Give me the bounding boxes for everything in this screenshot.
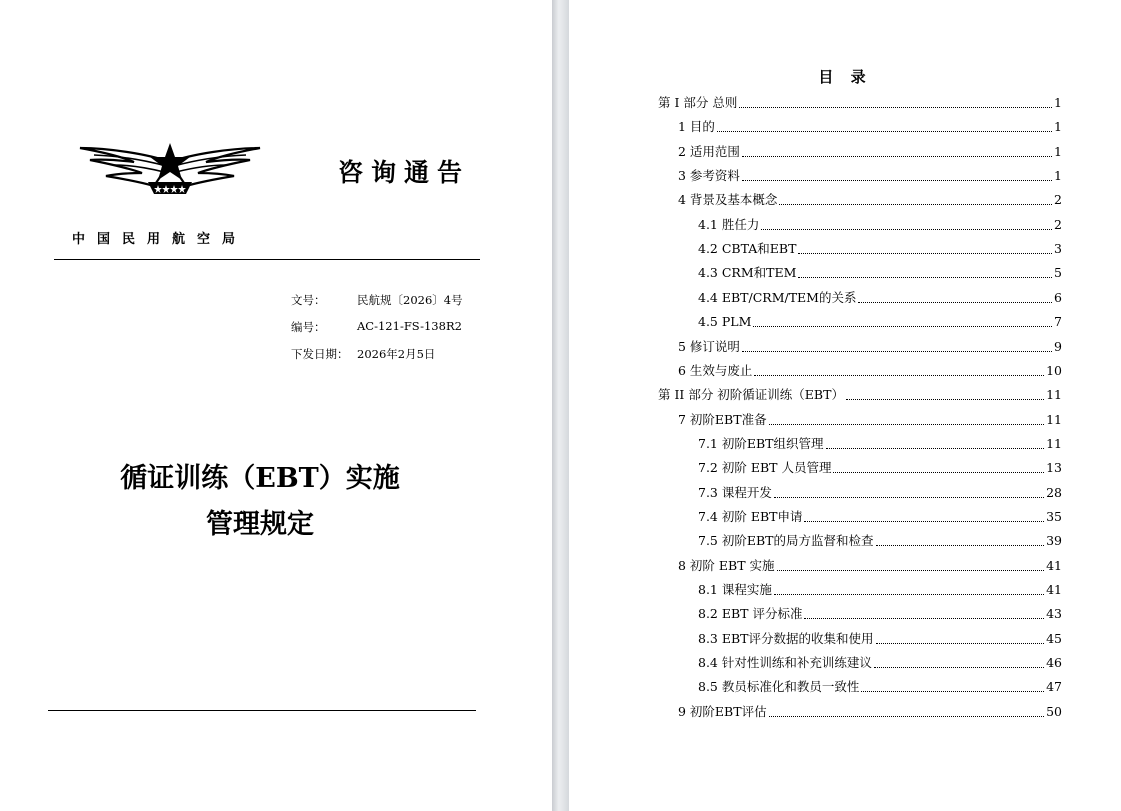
toc-entry-page-number: 43 <box>1046 606 1062 622</box>
toc-entry-title: 2 适用范围 <box>678 143 740 159</box>
toc-entry-page-number: 1 <box>1054 95 1062 110</box>
toc-dot-leader <box>742 156 1052 157</box>
document-title-line1: 循证训练（EBT）实施 <box>120 463 400 494</box>
header-divider <box>54 259 480 260</box>
toc-entry-title: 8.3 EBT评分数据的收集和使用 <box>698 630 874 646</box>
toc-entry-page-number: 6 <box>1054 289 1062 305</box>
toc-dot-leader <box>774 594 1044 595</box>
toc-entry-title: 8.5 教员标准化和教员一致性 <box>698 679 860 695</box>
toc-entry[interactable] <box>698 531 1062 549</box>
toc-entry[interactable] <box>678 190 1062 208</box>
toc-entry[interactable] <box>658 385 1062 403</box>
toc-entry-title: 第 I 部分 总则 <box>658 95 738 110</box>
toc-entry-title: 9 初阶EBT评估 <box>678 703 767 719</box>
toc-entry[interactable] <box>698 215 1062 233</box>
meta-label: 文号： <box>291 293 326 307</box>
toc-entry-title: 7.1 初阶EBT组织管理 <box>698 435 824 451</box>
toc-entry-page-number: 2 <box>1054 216 1062 232</box>
toc-entry-page-number: 46 <box>1046 655 1062 671</box>
toc-dot-leader <box>742 351 1052 352</box>
toc-entry-page-number: 28 <box>1046 484 1062 500</box>
toc-entry-page-number: 1 <box>1054 168 1062 184</box>
toc-entry-page-number: 11 <box>1046 387 1062 403</box>
toc-entry-page-number: 5 <box>1054 265 1062 281</box>
toc-dot-leader <box>761 229 1052 230</box>
toc-entry[interactable] <box>698 653 1062 671</box>
toc-entry-title: 4 背景及基本概念 <box>678 192 778 208</box>
toc-dot-leader <box>874 667 1044 668</box>
toc-entry-title: 8.2 EBT 评分标准 <box>698 606 803 622</box>
toc-entry-page-number: 9 <box>1054 338 1062 354</box>
toc-heading: 目 录 <box>818 68 872 86</box>
toc-entry-title: 7.2 初阶 EBT 人员管理 <box>698 460 832 476</box>
document-title-line2: 管理规定 <box>206 509 314 540</box>
toc-dot-leader <box>858 302 1052 303</box>
toc-entry[interactable] <box>698 507 1062 525</box>
toc-entry-page-number: 45 <box>1046 630 1062 646</box>
toc-entry-page-number: 1 <box>1054 143 1062 159</box>
toc-entry[interactable] <box>698 483 1062 501</box>
toc-entry-title: 4.3 CRM和TEM <box>698 265 797 281</box>
toc-entry[interactable] <box>698 434 1062 452</box>
toc-entry[interactable] <box>678 702 1062 720</box>
toc-entry[interactable] <box>678 337 1062 355</box>
toc-entry[interactable] <box>698 580 1062 598</box>
toc-dot-leader <box>804 618 1044 619</box>
cover-page <box>0 0 552 811</box>
toc-page <box>569 0 1121 811</box>
toc-dot-leader <box>739 107 1052 108</box>
toc-entry-title: 6 生效与废止 <box>678 362 753 378</box>
toc-entry-title: 第 II 部分 初阶循证训练（EBT） <box>658 387 844 403</box>
toc-entry-title: 4.5 PLM <box>698 314 752 330</box>
meta-label: 编号： <box>291 320 326 334</box>
meta-value: 2026年2月5日 <box>357 347 436 361</box>
toc-entry-title: 8.4 针对性训练和补充训练建议 <box>698 655 872 671</box>
toc-entry[interactable] <box>678 410 1062 428</box>
toc-entry[interactable] <box>658 93 1062 111</box>
toc-entry[interactable] <box>698 263 1062 281</box>
toc-entry-title: 7.3 课程开发 <box>698 484 772 500</box>
toc-entry-page-number: 11 <box>1046 411 1062 427</box>
page-gutter <box>552 0 569 811</box>
toc-entry-page-number: 10 <box>1046 362 1062 378</box>
toc-dot-leader <box>779 204 1052 205</box>
toc-entry-title: 7 初阶EBT准备 <box>678 411 767 427</box>
toc-entry[interactable] <box>678 361 1062 379</box>
footer-divider <box>48 710 476 711</box>
toc-entry-page-number: 1 <box>1054 119 1062 135</box>
toc-entry[interactable] <box>678 142 1062 160</box>
toc-entry-page-number: 35 <box>1046 508 1062 524</box>
toc-entry-title: 4.2 CBTA和EBT <box>698 241 797 257</box>
toc-entry[interactable] <box>698 604 1062 622</box>
toc-entry-page-number: 2 <box>1054 192 1062 208</box>
toc-entry[interactable] <box>698 239 1062 257</box>
toc-dot-leader <box>717 131 1052 132</box>
toc-dot-leader <box>798 253 1052 254</box>
toc-dot-leader <box>804 521 1044 522</box>
toc-dot-leader <box>798 277 1052 278</box>
meta-label: 下发日期： <box>291 347 349 361</box>
toc-entry-page-number: 41 <box>1046 582 1062 597</box>
toc-entry-page-number: 11 <box>1046 435 1062 451</box>
toc-entry[interactable] <box>678 166 1062 184</box>
toc-entry-title: 8.1 课程实施 <box>698 582 772 597</box>
caac-wings-star-emblem-icon <box>78 140 262 198</box>
toc-entry[interactable] <box>698 458 1062 476</box>
toc-entry-page-number: 41 <box>1046 557 1062 573</box>
toc-entry-page-number: 3 <box>1054 241 1062 257</box>
toc-dot-leader <box>777 570 1045 571</box>
meta-value: AC-121-FS-138R2 <box>357 319 462 333</box>
toc-entry[interactable] <box>678 556 1062 574</box>
toc-dot-leader <box>769 424 1045 425</box>
toc-dot-leader <box>861 691 1044 692</box>
notice-type-title: 咨询通告 <box>338 158 471 187</box>
toc-entry[interactable] <box>698 312 1062 330</box>
toc-entry-page-number: 47 <box>1046 679 1062 695</box>
toc-dot-leader <box>826 448 1045 449</box>
toc-entry-page-number: 50 <box>1046 703 1062 719</box>
toc-dot-leader <box>876 643 1045 644</box>
toc-dot-leader <box>774 497 1044 498</box>
toc-entry-title: 3 参考资料 <box>678 168 740 184</box>
toc-entry-title: 4.1 胜任力 <box>698 216 760 232</box>
toc-entry-title: 8 初阶 EBT 实施 <box>678 557 775 573</box>
toc-entry-title: 1 目的 <box>678 119 715 135</box>
toc-entry[interactable] <box>678 117 1062 135</box>
toc-entry-title: 4.4 EBT/CRM/TEM的关系 <box>698 289 857 305</box>
toc-dot-leader <box>876 545 1045 546</box>
toc-dot-leader <box>742 180 1052 181</box>
toc-entry[interactable] <box>698 677 1062 695</box>
toc-dot-leader <box>769 716 1045 717</box>
meta-value: 民航规〔2026〕4号 <box>357 293 463 307</box>
toc-dot-leader <box>753 326 1052 327</box>
meta-serial-number <box>291 319 462 335</box>
issuer-name: 中国民用航空局 <box>72 232 248 247</box>
toc-entry-title: 5 修订说明 <box>678 338 740 354</box>
toc-dot-leader <box>754 375 1044 376</box>
toc-entry-page-number: 7 <box>1054 314 1062 330</box>
meta-issue-date <box>291 346 435 362</box>
meta-doc-number <box>291 292 463 308</box>
toc-dot-leader <box>846 399 1044 400</box>
toc-entry-title: 7.5 初阶EBT的局方监督和检查 <box>698 533 874 549</box>
toc-entry-title: 7.4 初阶 EBT申请 <box>698 508 803 524</box>
toc-entry[interactable] <box>698 629 1062 647</box>
toc-entry-page-number: 39 <box>1046 533 1062 549</box>
toc-entry[interactable] <box>698 288 1062 306</box>
toc-entry-page-number: 13 <box>1046 460 1062 476</box>
toc-dot-leader <box>833 472 1044 473</box>
